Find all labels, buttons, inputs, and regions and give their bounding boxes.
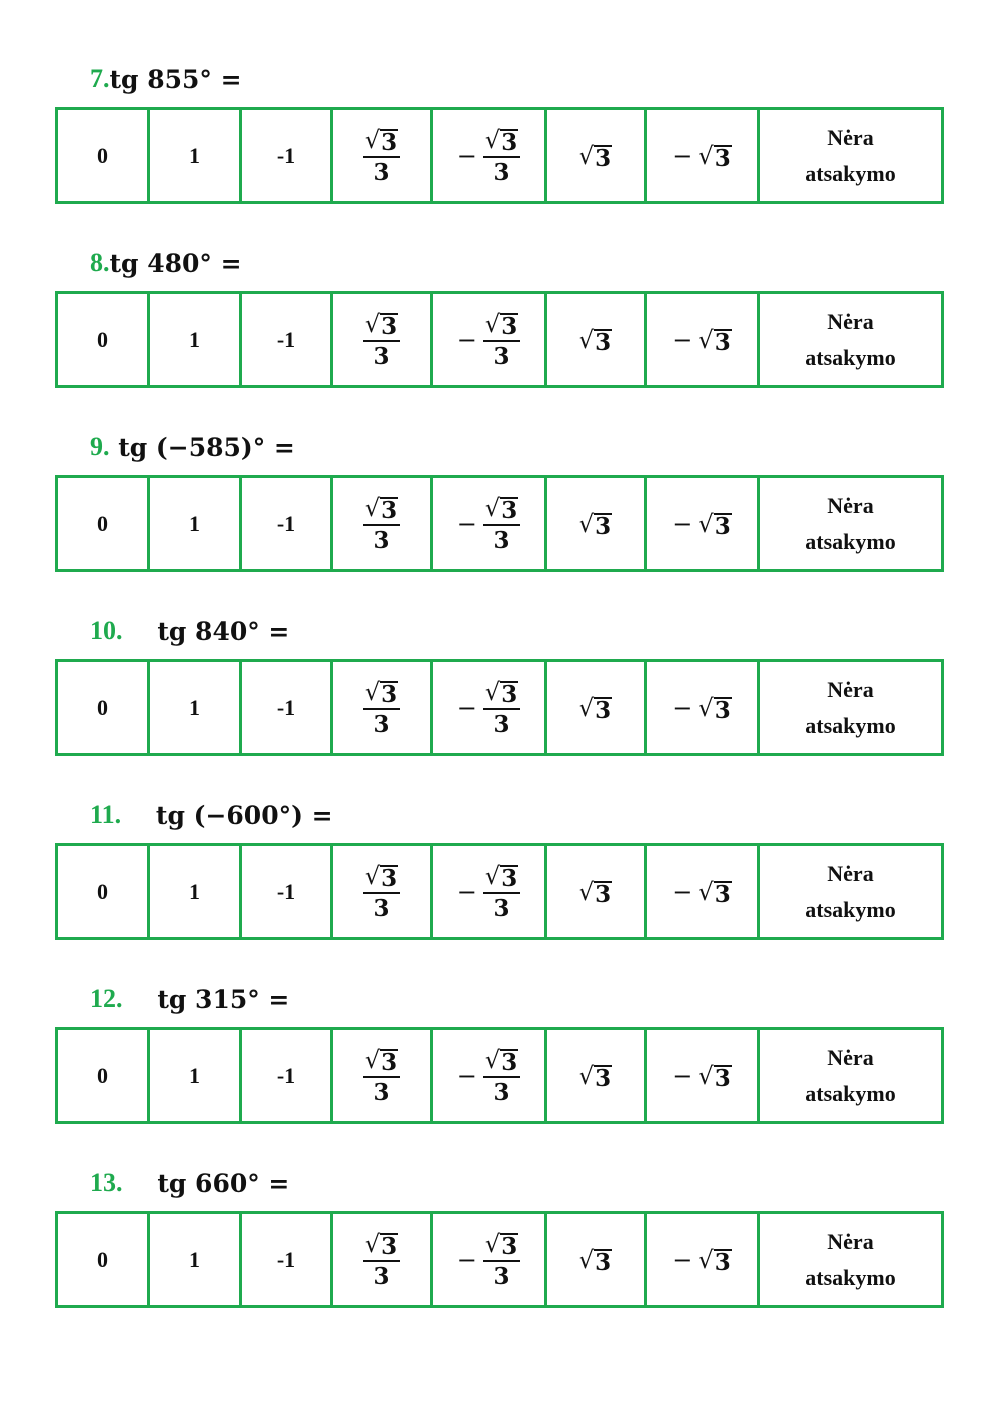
question-number: 10. — [90, 616, 123, 645]
question-block-7 — [0, 1164, 1000, 1348]
answer-option-sqrt3-over-3[interactable] — [333, 846, 433, 937]
minus-sign: − — [456, 141, 477, 170]
minus-sign: − — [672, 693, 693, 722]
answer-option-sqrt3[interactable] — [547, 110, 647, 201]
question-number: 9. — [90, 432, 110, 461]
answer-option-zero[interactable] — [58, 846, 150, 937]
answer-option-neg-sqrt3-over-3[interactable] — [433, 110, 547, 201]
question-block-2 — [0, 244, 1000, 428]
sqrt-symbol: √ 3 — [364, 862, 398, 893]
answer-option-no-answer[interactable] — [760, 662, 941, 753]
question-expression: tg (−585)° = — [109, 432, 295, 462]
fraction-denominator: 3 — [373, 159, 390, 187]
sqrt-symbol: √ 3 — [484, 1046, 518, 1077]
no-answer-label: Nėra atsakymo — [805, 492, 896, 554]
question-number: 7. — [90, 64, 110, 93]
answer-option-sqrt3-over-3[interactable] — [333, 1214, 433, 1305]
sqrt-symbol: √ 3 — [364, 1230, 398, 1261]
sqrt-symbol: √ 3 — [698, 1246, 731, 1276]
minus-sign: − — [456, 877, 477, 906]
question-heading — [90, 1164, 289, 1202]
answer-option-neg-sqrt3[interactable] — [647, 478, 760, 569]
sqrt-symbol: √ 3 — [578, 878, 612, 908]
answer-option-neg-sqrt3-over-3[interactable] — [433, 294, 547, 385]
sqrt-symbol: √ 3 — [578, 1246, 612, 1276]
fraction — [363, 309, 400, 369]
answer-label: 0 — [97, 326, 108, 352]
answer-label: 0 — [97, 878, 108, 904]
answer-option-sqrt3-over-3[interactable] — [333, 662, 433, 753]
question-heading — [90, 60, 242, 98]
question-expression: tg 840° = — [122, 616, 290, 646]
answer-label: 0 — [97, 142, 108, 168]
fraction — [483, 493, 520, 553]
answer-option-zero[interactable] — [58, 662, 150, 753]
no-answer-label: Nėra atsakymo — [805, 124, 896, 186]
fraction — [483, 861, 520, 921]
fraction-denominator: 3 — [373, 895, 390, 923]
minus-sign: − — [672, 1061, 693, 1090]
question-heading — [90, 796, 333, 834]
answer-option-one[interactable] — [150, 1214, 242, 1305]
answer-option-one[interactable] — [150, 478, 242, 569]
answer-option-no-answer[interactable] — [760, 294, 941, 385]
answer-option-minus-one[interactable] — [242, 1030, 333, 1121]
fraction — [483, 309, 520, 369]
minus-sign: − — [672, 1245, 693, 1274]
question-block-1 — [0, 60, 1000, 244]
answer-option-neg-sqrt3[interactable] — [647, 1214, 760, 1305]
no-answer-label: Nėra atsakymo — [805, 308, 896, 370]
fraction-denominator: 3 — [493, 895, 510, 923]
fraction — [363, 861, 400, 921]
answer-option-neg-sqrt3[interactable] — [647, 1030, 760, 1121]
answer-label: -1 — [276, 878, 296, 904]
answer-option-minus-one[interactable] — [242, 846, 333, 937]
answer-option-sqrt3[interactable] — [547, 478, 647, 569]
sqrt-symbol: √ 3 — [364, 494, 398, 525]
fraction — [363, 677, 400, 737]
answer-options-row — [55, 843, 944, 940]
fraction — [363, 1045, 400, 1105]
no-answer-label: Nėra atsakymo — [805, 1228, 896, 1290]
answer-option-sqrt3[interactable] — [547, 294, 647, 385]
answer-label: 0 — [97, 694, 108, 720]
answer-option-neg-sqrt3-over-3[interactable] — [433, 1214, 547, 1305]
answer-options-row — [55, 1211, 944, 1308]
question-expression: tg 480° = — [109, 248, 242, 278]
question-heading — [90, 428, 295, 466]
answer-option-zero[interactable] — [58, 1214, 150, 1305]
minus-sign: − — [456, 1061, 477, 1090]
sqrt-symbol: √ 3 — [698, 878, 731, 908]
sqrt-symbol: √ 3 — [484, 126, 518, 157]
sqrt-symbol: √ 3 — [364, 1046, 398, 1077]
question-number: 8. — [90, 248, 110, 277]
sqrt-symbol: √ 3 — [698, 1062, 731, 1092]
question-expression: tg 855° = — [109, 64, 242, 94]
answer-option-minus-one[interactable] — [242, 478, 333, 569]
minus-sign: − — [456, 693, 477, 722]
answer-option-sqrt3[interactable] — [547, 662, 647, 753]
answer-option-neg-sqrt3[interactable] — [647, 294, 760, 385]
fraction — [483, 677, 520, 737]
answer-label: 1 — [189, 1062, 200, 1088]
minus-sign: − — [672, 509, 693, 538]
answer-options-row — [55, 659, 944, 756]
answer-option-one[interactable] — [150, 662, 242, 753]
answer-options-row — [55, 291, 944, 388]
fraction — [483, 1229, 520, 1289]
answer-option-one[interactable] — [150, 1030, 242, 1121]
answer-option-sqrt3-over-3[interactable] — [333, 1030, 433, 1121]
fraction-denominator: 3 — [373, 1079, 390, 1107]
answer-option-neg-sqrt3[interactable] — [647, 662, 760, 753]
fraction-denominator: 3 — [493, 1079, 510, 1107]
no-answer-label: Nėra atsakymo — [805, 676, 896, 738]
answer-option-minus-one[interactable] — [242, 1214, 333, 1305]
question-block-6 — [0, 980, 1000, 1164]
answer-label: 1 — [189, 694, 200, 720]
sqrt-symbol: √ 3 — [698, 326, 731, 356]
answer-option-sqrt3-over-3[interactable] — [333, 478, 433, 569]
sqrt-symbol: √ 3 — [578, 326, 612, 356]
question-block-5 — [0, 796, 1000, 980]
question-heading — [90, 980, 289, 1018]
answer-option-no-answer[interactable] — [760, 1030, 941, 1121]
answer-options-row — [55, 107, 944, 204]
answer-option-sqrt3[interactable] — [547, 1030, 647, 1121]
fraction-denominator: 3 — [493, 1263, 510, 1291]
fraction-denominator: 3 — [493, 711, 510, 739]
answer-option-neg-sqrt3[interactable] — [647, 110, 760, 201]
question-number: 13. — [90, 1168, 123, 1197]
fraction — [363, 493, 400, 553]
answer-options-row — [55, 475, 944, 572]
answer-option-minus-one[interactable] — [242, 294, 333, 385]
answer-label: 0 — [97, 1246, 108, 1272]
sqrt-symbol: √ 3 — [484, 310, 518, 341]
fraction — [483, 125, 520, 185]
answer-label: 0 — [97, 510, 108, 536]
answer-label: 1 — [189, 510, 200, 536]
minus-sign: − — [672, 325, 693, 354]
answer-option-no-answer[interactable] — [760, 478, 941, 569]
sqrt-symbol: √ 3 — [578, 510, 612, 540]
answer-label: -1 — [276, 1062, 296, 1088]
answer-option-sqrt3[interactable] — [547, 1214, 647, 1305]
answer-label: 1 — [189, 142, 200, 168]
sqrt-symbol: √ 3 — [698, 510, 731, 540]
answer-label: -1 — [276, 1246, 296, 1272]
question-number: 11. — [90, 800, 122, 829]
sqrt-symbol: √ 3 — [484, 1230, 518, 1261]
sqrt-symbol: √ 3 — [484, 862, 518, 893]
sqrt-symbol: √ 3 — [484, 678, 518, 709]
fraction — [483, 1045, 520, 1105]
answer-label: -1 — [276, 142, 296, 168]
fraction-denominator: 3 — [373, 711, 390, 739]
answer-label: -1 — [276, 326, 296, 352]
answer-option-minus-one[interactable] — [242, 110, 333, 201]
answer-option-neg-sqrt3-over-3[interactable] — [433, 846, 547, 937]
fraction-denominator: 3 — [373, 527, 390, 555]
answer-option-one[interactable] — [150, 110, 242, 201]
answer-label: 1 — [189, 326, 200, 352]
no-answer-label: Nėra atsakymo — [805, 1044, 896, 1106]
minus-sign: − — [456, 1245, 477, 1274]
question-expression: tg (−600°) = — [121, 800, 333, 830]
sqrt-symbol: √ 3 — [578, 1062, 612, 1092]
fraction-denominator: 3 — [373, 343, 390, 371]
minus-sign: − — [456, 509, 477, 538]
minus-sign: − — [456, 325, 477, 354]
answer-option-no-answer[interactable] — [760, 846, 941, 937]
answer-option-sqrt3-over-3[interactable] — [333, 110, 433, 201]
answer-option-zero[interactable] — [58, 110, 150, 201]
answer-label: -1 — [276, 510, 296, 536]
fraction — [363, 1229, 400, 1289]
fraction-denominator: 3 — [493, 159, 510, 187]
fraction-denominator: 3 — [373, 1263, 390, 1291]
minus-sign: − — [672, 877, 693, 906]
no-answer-label: Nėra atsakymo — [805, 860, 896, 922]
answer-option-zero[interactable] — [58, 294, 150, 385]
answer-option-neg-sqrt3-over-3[interactable] — [433, 662, 547, 753]
question-block-4 — [0, 612, 1000, 796]
question-expression: tg 315° = — [122, 984, 290, 1014]
sqrt-symbol: √ 3 — [578, 142, 612, 172]
answer-option-neg-sqrt3-over-3[interactable] — [433, 478, 547, 569]
fraction-denominator: 3 — [493, 343, 510, 371]
sqrt-symbol: √ 3 — [698, 694, 731, 724]
answer-label: -1 — [276, 694, 296, 720]
question-block-3 — [0, 428, 1000, 612]
answer-option-minus-one[interactable] — [242, 662, 333, 753]
sqrt-symbol: √ 3 — [484, 494, 518, 525]
answer-option-one[interactable] — [150, 294, 242, 385]
sqrt-symbol: √ 3 — [698, 142, 731, 172]
minus-sign: − — [672, 141, 693, 170]
question-expression: tg 660° = — [122, 1168, 290, 1198]
question-heading — [90, 612, 289, 650]
answer-label: 1 — [189, 878, 200, 904]
answer-option-neg-sqrt3-over-3[interactable] — [433, 1030, 547, 1121]
sqrt-symbol: √ 3 — [578, 694, 612, 724]
fraction-denominator: 3 — [493, 527, 510, 555]
answer-option-no-answer[interactable] — [760, 110, 941, 201]
question-number: 12. — [90, 984, 123, 1013]
answer-label: 0 — [97, 1062, 108, 1088]
sqrt-symbol: √ 3 — [364, 310, 398, 341]
answer-option-sqrt3-over-3[interactable] — [333, 294, 433, 385]
sqrt-symbol: √ 3 — [364, 678, 398, 709]
sqrt-symbol: √ 3 — [364, 126, 398, 157]
fraction — [363, 125, 400, 185]
answer-option-no-answer[interactable] — [760, 1214, 941, 1305]
question-heading — [90, 244, 242, 282]
answer-option-sqrt3[interactable] — [547, 846, 647, 937]
answer-option-neg-sqrt3[interactable] — [647, 846, 760, 937]
answer-option-one[interactable] — [150, 846, 242, 937]
answer-option-zero[interactable] — [58, 478, 150, 569]
answer-label: 1 — [189, 1246, 200, 1272]
answer-options-row — [55, 1027, 944, 1124]
answer-option-zero[interactable] — [58, 1030, 150, 1121]
